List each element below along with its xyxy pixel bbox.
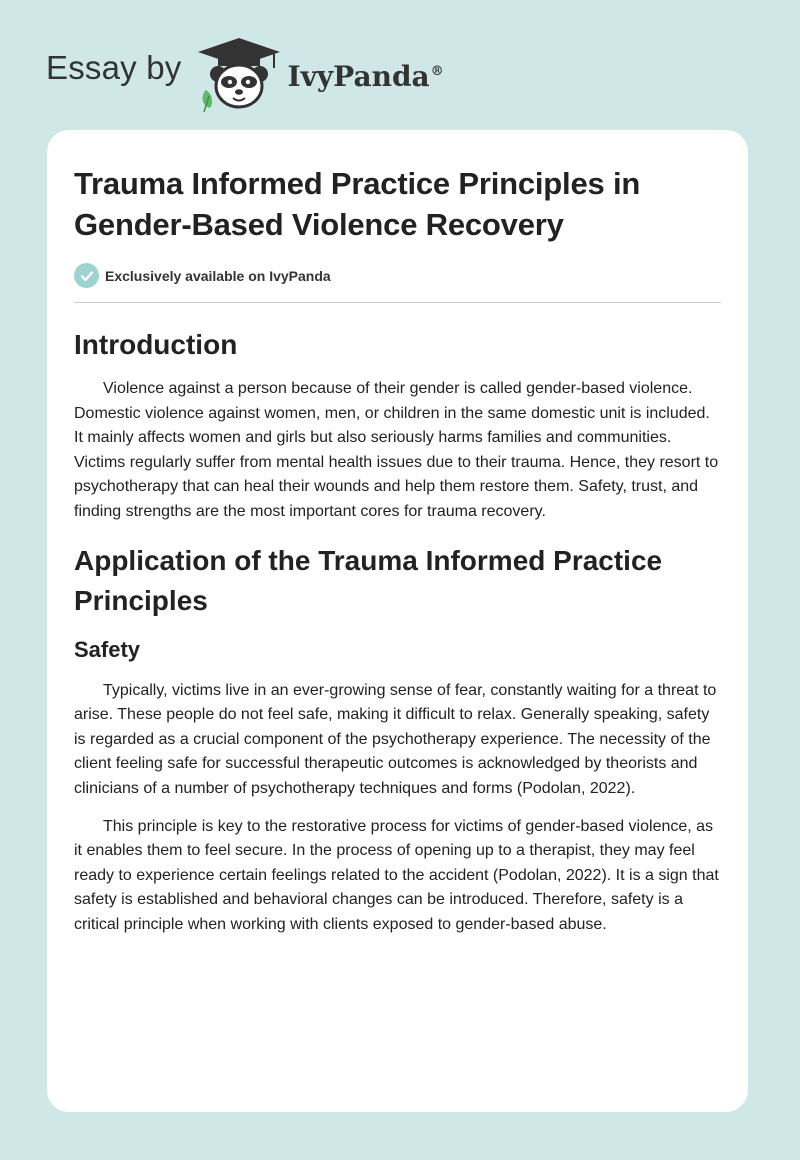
subheading-safety: Safety (74, 636, 141, 662)
panda-graduate-icon[interactable] (196, 36, 282, 112)
registered-mark: ® (430, 64, 444, 80)
check-circle-icon (74, 263, 99, 288)
paragraph: Typically, victims live in an ever-growing sense of fear, constantly waiting for a threat to arise. These people do not feel safe, making it difficult to relax. Generally speaking, safety is regarded as a crucial component of the psychotherapy experience. The necessity of the client feeling safe for successful therapeutic outcomes is acknowledged by theorists and clinicians of a number of psychotherapy techniques and forms (Podolan, 2022). (74, 681, 717, 797)
section-heading-introduction: Introduction (74, 329, 238, 360)
exclusive-label: Exclusively available on IvyPanda (105, 267, 331, 284)
brand-text: IvyPanda (287, 59, 430, 93)
page-title: Trauma Informed Practice Principles in Gender-Based Violence Recovery (74, 166, 641, 242)
essay-by-label: Essay by (46, 49, 182, 86)
brand-name[interactable] (288, 60, 444, 93)
section-heading-application: Application of the Trauma Informed Practice Principles (74, 544, 663, 616)
paragraph: This principle is key to the restorative process for victims of gender-based violence, as it enables them to feel secure. In the process of opening up to a therapist, they may feel ready to experience certain feelings related to the accident (Podolan, 2022). It is a sign that safety is established and behavioral changes can be introduced. Therefore, safety is a critical principle when working with clients exposed to gender-based abuse. (74, 817, 719, 933)
paragraph: Violence against a person because of their gender is called gender-based violence. Domestic violence against women, men, or children in the same domestic unit is included. It mainly affects women and girls but also seriously harms families and communities. Victims regularly suffer from mental health issues due to their trauma. Hence, they resort to psychotherapy that can heal their wounds and help them restore them. Safety, trust, and finding strengths are the most important cores for trauma recovery. (74, 380, 719, 520)
site-header (46, 34, 444, 114)
exclusive-badge-row (74, 263, 721, 303)
essay-card (47, 130, 748, 1112)
